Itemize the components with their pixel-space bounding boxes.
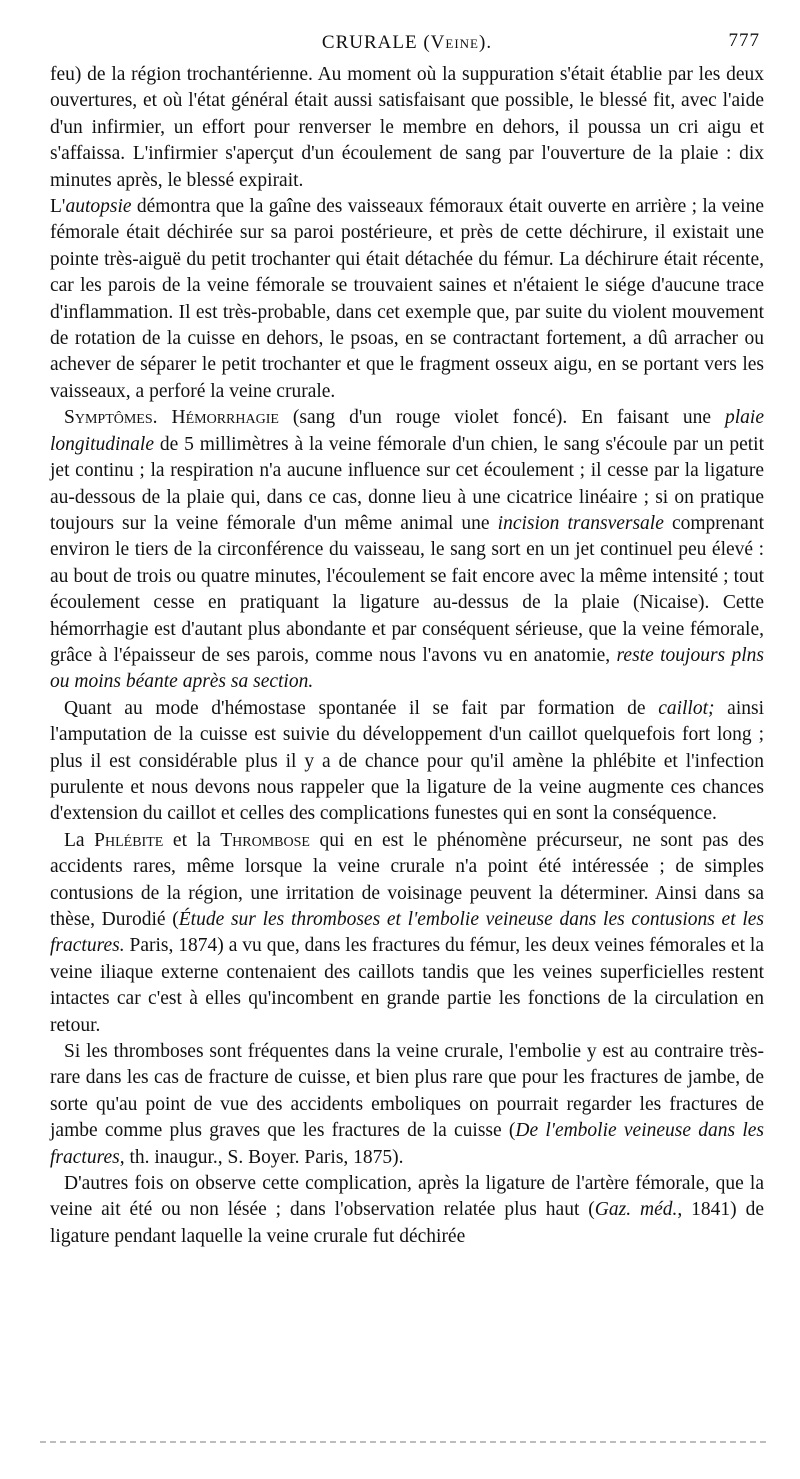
p3-space: [158, 407, 172, 428]
paragraph-5: [50, 828, 764, 1039]
p2-text-a: L': [50, 196, 66, 218]
running-title-smallcaps: Veine: [430, 32, 479, 53]
p6-text-b: , th. inaugur., S. Boyer. Paris, 1875).: [119, 1146, 404, 1168]
running-title-open: (: [417, 32, 431, 53]
paragraph-7: [50, 1171, 764, 1250]
paragraph-2: [50, 194, 764, 405]
p7-text-b: , 1841) de ligature pendant laquelle la veine crurale fut déchirée: [50, 1199, 764, 1247]
p5-text-a: La: [64, 829, 95, 851]
paragraph-6: [50, 1039, 764, 1171]
p3-heading-hemorrhagie: Hémorrhagie: [171, 407, 279, 429]
p5-smallcaps-thrombose: Thrombose: [220, 829, 310, 851]
p3-italic-2: incision transversale: [497, 512, 664, 534]
p3-text-b: de 5 millimètres à la veine fémorale d'un chien, le sang s'écoule par un petit jet continu ; la respiration n'a aucune influence sur cet écoulement ; il cesse par la ligature au-dessous de la plaie qui, dans ce cas, donne lieu à une cicatrice linéaire ; si on pratique toujours sur la veine fémorale d'un même animal une: [50, 433, 764, 534]
p5-text-c: qui en est le phénomène précurseur, ne sont pas des accidents rares, même lorsque la veine crurale n'a point été intéressée ; de simples contusions de la région, une irritation de voisinage peuvent la déterminer. Ainsi dans sa thèse, Durodié (: [50, 829, 764, 930]
p5-italic-1: Étude sur les thromboses et l'embolie veineuse dans les contusions et les fractures.: [50, 909, 765, 957]
p6-italic-1: De l'embolie veineuse dans les fractures: [50, 1120, 764, 1168]
faded-footer-line: [40, 1441, 766, 1443]
p4-text-b: ainsi l'amputation de la cuisse est suivie du développement d'un caillot quelquefois fort long ; plus il est considérable plus il y a de chance pour qu'il amène la phlébite et l'infection purulente et nous devons nous rappeler que la ligature de la veine augmente ces chances d'extension du caillot et celles des complications funestes qui en sont la conséquence.: [50, 697, 764, 825]
paragraph-1: feu) de la région trochantérienne. Au moment où la suppuration s'était établie par les deux ouvertures, et où l'état général était aussi satisfaisant que possible, le blessé fit, avec l'aide d'un infirmier, un effort pour renverser le membre en dehors, il poussa un cri aigu et s'affaissa. L'infirmier s'aperçut d'un écoulement de sang par l'ouverture de la plaie : dix minutes après, le blessé expirait.: [50, 64, 764, 191]
running-title: [50, 32, 764, 54]
running-title-main: CRURALE: [321, 32, 418, 53]
p3-italic-3: reste toujours plns ou moins béante après sa section.: [50, 644, 764, 693]
p3-text-c: comprenant environ le tiers de la circonférence du vaisseau, le sang sort en un jet continuel peu élevé : au bout de trois ou quatre minutes, l'écoulement se fait encore avec la même intensité ; tout écoulement cesse en pratiquant la ligature au-dessus de la plaie (Nicaise). Cette hémorrhagie est d'autant plus abondante et par conséquent sérieuse, que la veine fémorale, grâce à l'épaisseur de ses parois, comme nous l'avons vu en anatomie,: [50, 512, 765, 666]
p2-text-b: démontra que la gaîne des vaisseaux fémoraux était ouverte en arrière ; la veine fémorale était déchirée sur sa paroi postérieure, et près de cette déchirure, il existait une pointe très-aiguë du petit trochanter qui était détachée du fémur. La déchirure était récente, car les parois de la veine fémorale se trouvaient saines et n'étaient le siége d'aucune trace d'inflammation. Il est très-probable, dans cet exemple que, par suite du violent mouvement de rotation de la cuisse en dehors, le psoas, en se contractant fortement, a dû arracher ou achever de séparer le petit trochanter et que le fragment osseux aigu, en se portant vers les vaisseaux, a perforé la veine crurale.: [50, 196, 764, 402]
p3-text-a: (sang d'un rouge violet foncé). En faisant une: [278, 407, 725, 429]
running-title-close: ).: [479, 32, 493, 53]
page-number: 777: [728, 30, 760, 51]
page-body: [50, 62, 764, 1250]
p4-italic-1: caillot;: [658, 697, 715, 719]
paragraph-3: [50, 405, 764, 695]
page-header: [50, 28, 764, 62]
p5-smallcaps-phlebite: Phlébite: [94, 829, 164, 851]
p7-text-a: D'autres fois on observe cette complication, après la ligature de l'artère fémorale, que la veine ait été ou non lésée ; dans l'observation relatée plus haut (: [50, 1173, 764, 1221]
paragraph-4: [50, 696, 764, 828]
p7-italic-1: Gaz. méd.: [594, 1199, 678, 1221]
p6-text-a: Si les thromboses sont fréquentes dans la veine crurale, l'embolie y est au contraire très-rare dans les cas de fracture de cuisse, et bien plus rare que pour les fractures de jambe, de sorte qu'au point de vue des accidents emboliques on pourrait regarder les fractures de jambe comme plus graves que les fractures de la cuisse (: [50, 1041, 764, 1142]
p2-italic: autopsie: [65, 196, 132, 218]
p5-text-d: Paris, 1874) a vu que, dans les fractures du fémur, les deux veines fémorales et la veine iliaque externe contenaient des caillots tandis que les veines superficielles restent intactes car c'est à elles qu'incombent en grande partie les fonctions de la circulation en retour.: [50, 935, 764, 1036]
p5-text-b: et la: [163, 829, 221, 851]
p3-heading-symptomes: Symptômes.: [64, 407, 158, 429]
p4-text-a: Quant au mode d'hémostase spontanée il se fait par formation de: [64, 697, 659, 719]
p3-italic-1: plaie longitudinale: [50, 407, 764, 455]
